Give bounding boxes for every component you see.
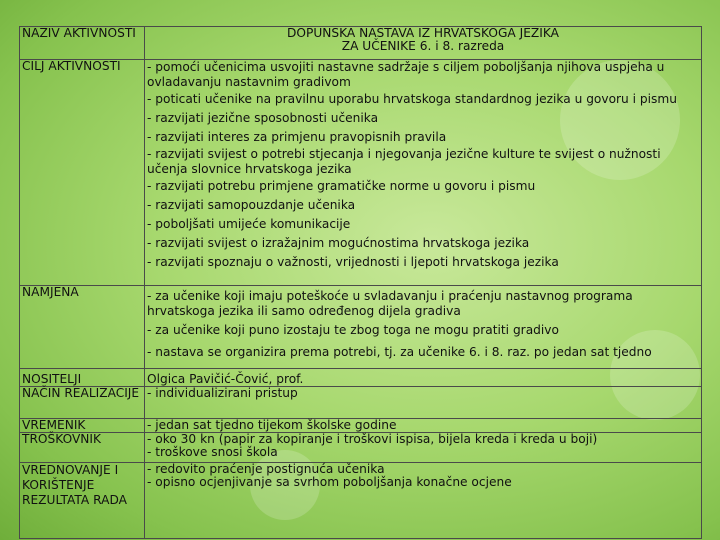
nositelji-label: NOSITELJI: [20, 369, 145, 387]
vremenik-label: VREMENIK: [20, 419, 145, 433]
namjena-item: - za učenike koji imaju poteškoće u svladavanju i praćenju nastavnog programa hrvatskoga jezika ili samo određenog dijela gradiva: [147, 289, 633, 318]
namjena-list: [145, 286, 702, 369]
cilj-item: - razvijati spoznaju o važnosti, vrijednosti i ljepoti hrvatskoga jezika: [147, 255, 559, 269]
troskovnik-item: - troškove snosi škola: [147, 445, 278, 459]
vrednovanje-item: - redovito praćenje postignuća učenika: [147, 462, 385, 476]
cilj-label: CILJ AKTIVNOSTI: [20, 60, 145, 286]
cilj-item: - razvijati potrebu primjene gramatičke norme u govoru i pismu: [147, 179, 536, 193]
activity-table: [19, 26, 702, 539]
cilj-item: - razvijati jezične sposobnosti učenika: [147, 111, 379, 125]
nositelji-value: Olgica Pavičić-Čović, prof.: [145, 369, 702, 387]
activity-title: [145, 27, 702, 60]
cilj-item: - razvijati svijest o potrebi stjecanja i njegovanja jezične kulture te svijest o nužnosti učenja slovnice hrvatskoga jezika: [147, 147, 661, 176]
namjena-label: NAMJENA: [20, 286, 145, 369]
row-vrednovanje: [20, 463, 702, 539]
row-troskovnik: [20, 433, 702, 463]
row-cilj: [20, 60, 702, 286]
vremenik-value: - jedan sat tjedno tijekom školske godine: [145, 419, 702, 433]
row-nacin: [20, 387, 702, 419]
vrednovanje-label: VREDNOVANJE I KORIŠTENJE REZULTATA RADA: [20, 463, 145, 539]
naziv-label: NAZIV AKTIVNOSTI: [20, 27, 145, 60]
troskovnik-label: TROŠKOVNIK: [20, 433, 145, 463]
namjena-item: - nastava se organizira prema potrebi, tj. za učenike 6. i 8. raz. po jedan sat tjedno: [147, 345, 652, 359]
troskovnik-list: [145, 433, 702, 463]
cilj-item: - razvijati samopouzdanje učenika: [147, 198, 356, 212]
cilj-item: - razvijati interes za primjenu pravopisnih pravila: [147, 130, 447, 144]
troskovnik-item: - oko 30 kn (papir za kopiranje i troškovi ispisa, bijela kreda i kreda u boji): [147, 432, 598, 446]
title-line-1: DOPUNSKA NASTAVA IZ HRVATSKOGA JEZIKA: [287, 26, 559, 40]
cilj-list: [145, 60, 702, 286]
cilj-item: - poboljšati umijeće komunikacije: [147, 217, 351, 231]
nacin-value: - individualizirani pristup: [145, 387, 702, 419]
namjena-item: - za učenike koji puno izostaju te zbog toga ne mogu pratiti gradivo: [147, 323, 559, 337]
vrednovanje-list: [145, 463, 702, 539]
row-naziv: [20, 27, 702, 60]
row-namjena: [20, 286, 702, 369]
title-line-2: ZA UČENIKE 6. i 8. razreda: [341, 39, 505, 53]
nacin-label: NAČIN REALIZACIJE: [20, 387, 145, 419]
vrednovanje-item: - opisno ocjenjivanje sa svrhom poboljšanja konačne ocjene: [147, 475, 512, 489]
cilj-item: - poticati učenike na pravilnu uporabu hrvatskoga standardnog jezika u govoru i pismu: [147, 92, 677, 106]
cilj-item: - pomoći učenicima usvojiti nastavne sadržaje s ciljem poboljšanja njihova uspjeha u ovladavanju nastavnim gradivom: [147, 60, 665, 89]
row-vremenik: [20, 419, 702, 433]
row-nositelji: [20, 369, 702, 387]
cilj-item: - razvijati svijest o izražajnim mogućnostima hrvatskoga jezika: [147, 236, 530, 250]
